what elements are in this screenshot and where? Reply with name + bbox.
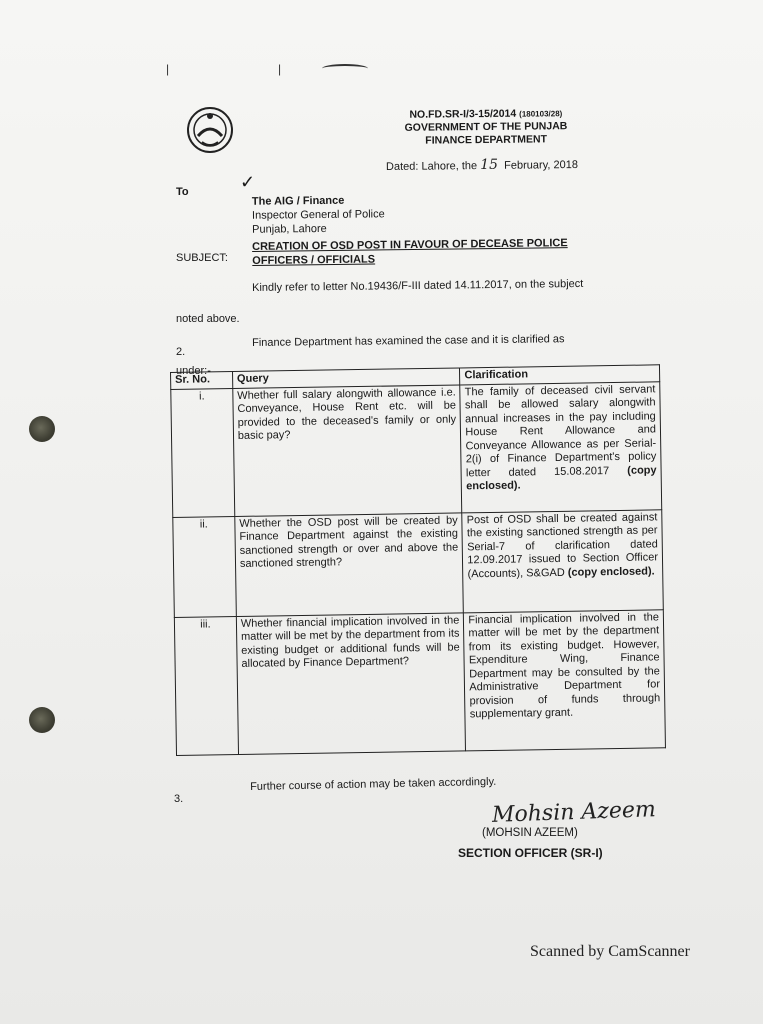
government-title: GOVERNMENT OF THE PUNJAB: [404, 120, 568, 134]
header-sr-no: Sr. No.: [171, 372, 233, 389]
signatory-name: (MOHSIN AZEEM): [482, 827, 578, 839]
reference-number: NO.FD.SR-I/3-15/2014 (180103/28): [409, 107, 563, 121]
table-row: [174, 609, 665, 755]
handwritten-signature: Mohsin Azeem: [491, 797, 657, 828]
row-sr: iii.: [174, 616, 238, 755]
date-line: Dated: Lahore, the 15 February, 2018: [385, 156, 579, 174]
letterhead: [366, 107, 606, 149]
paragraph-2-number: 2.: [176, 346, 186, 358]
query-clarification-table: [170, 364, 666, 755]
paragraph-2-line-1: Finance Department has examined the case and it is clarified as: [252, 333, 565, 349]
margin-mark: |: [166, 62, 170, 76]
tick-mark: ✓: [240, 172, 256, 192]
signatory-title: SECTION OFFICER (SR-I): [458, 846, 603, 860]
subject-line-2: OFFICERS / OFFICIALS: [252, 253, 376, 267]
header-query: Query: [232, 368, 460, 388]
margin-mark: |: [278, 62, 282, 76]
row-query: Whether full salary alongwith allowance i.e. Conveyance, House Rent etc. will be provided to the deceased's family or only basic pay?: [233, 384, 462, 516]
row-clarification: Post of OSD shall be created against the existing sanctioned strength as per Serial-7 of clarification dated 12.09.2017 issued to Section Officer (Accounts), S&GAD (copy enclosed).: [462, 509, 663, 612]
punjab-government-emblem: [184, 104, 236, 156]
paragraph-3-number: 3.: [174, 793, 184, 805]
table-row: [173, 509, 664, 617]
addressee-line-3: Punjab, Lahore: [252, 222, 327, 236]
row-query: Whether the OSD post will be created by Finance Department against the existing sanctioned strength or over and above the sanctioned strength?: [235, 512, 464, 616]
department-title: FINANCE DEPARTMENT: [425, 133, 548, 147]
addressee-line-1: The AIG / Finance: [251, 194, 345, 208]
row-sr: i.: [171, 388, 235, 517]
punch-hole-top: [29, 416, 55, 442]
top-smudge: [322, 64, 368, 73]
paragraph-3-text: Further course of action may be taken accordingly.: [250, 775, 497, 793]
subject-line-1: CREATION OF OSD POST IN FAVOUR OF DECEASE POLICE: [252, 237, 568, 253]
table-row: [171, 381, 662, 517]
addressee-line-2: Inspector General of Police: [251, 208, 385, 222]
punch-hole-bottom: [29, 707, 55, 733]
addressee-block: [252, 193, 385, 236]
row-clarification: The family of deceased civil servant shall be allowed salary alongwith annual increases in the pay including House Rent Allowance and Conveyance Allowance as per Serial-2(i) of Finance Department's policy letter dated 15.08.2017 (copy enclosed).: [460, 381, 662, 512]
paragraph-1-line-2: noted above.: [176, 313, 240, 325]
subject-text: [252, 236, 568, 268]
header-clarification: Clarification: [460, 365, 660, 385]
paragraph-1: [252, 277, 583, 295]
row-clarification: Financial implication involved in the matter will be met by the department from its existing budget. However, Expenditure Wing, Finance Department may be consulted by the Administrative Department for provision of funds through supplementary grant.: [464, 609, 666, 750]
paragraph-2-line-2: under:-: [176, 365, 211, 377]
to-label: To: [176, 186, 189, 198]
row-sr: ii.: [173, 516, 236, 617]
row-query: Whether financial implication involved in the matter will be met by the department from its existing budget or additional funds will be allocated by Finance Department?: [236, 612, 466, 754]
paragraph-1-line-1: Kindly refer to letter No.19436/F-III dated 14.11.2017, on the subject: [252, 277, 584, 294]
subject-label: SUBJECT:: [176, 252, 228, 264]
scanner-watermark: Scanned by CamScanner: [530, 943, 690, 960]
